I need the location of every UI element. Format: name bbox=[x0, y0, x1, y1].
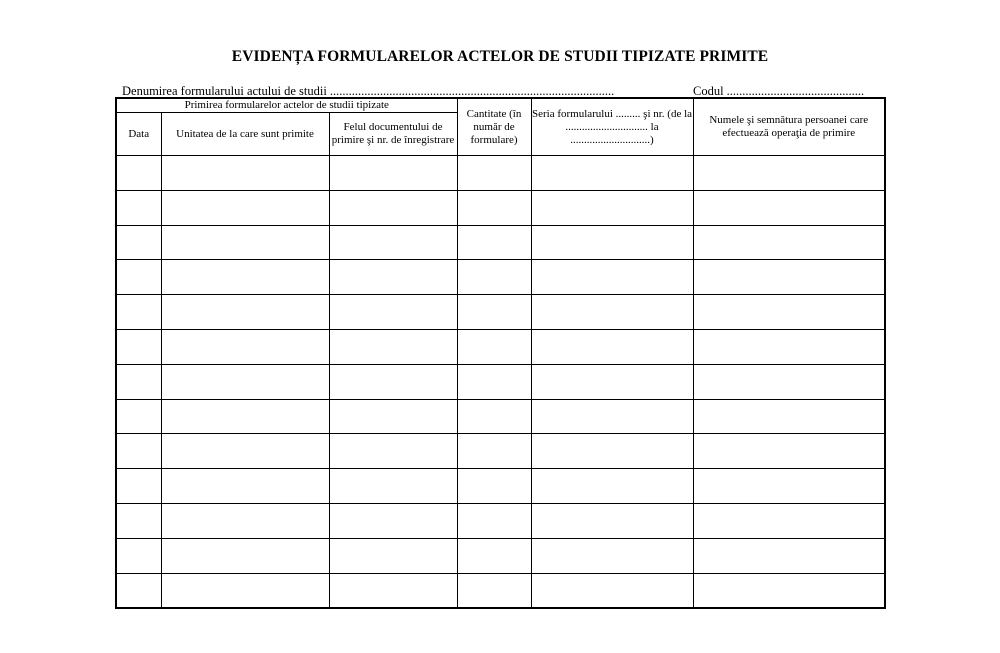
cell-series bbox=[531, 260, 693, 295]
group-header: Primirea formularelor actelor de studii tipizate bbox=[116, 98, 457, 113]
cell-quantity bbox=[457, 503, 531, 538]
cell-signature bbox=[693, 538, 885, 573]
cell-document bbox=[329, 573, 457, 608]
cell-signature bbox=[693, 364, 885, 399]
cell-quantity bbox=[457, 295, 531, 330]
table-row bbox=[116, 156, 885, 191]
cell-quantity bbox=[457, 225, 531, 260]
cell-unit bbox=[161, 364, 329, 399]
cell-date bbox=[116, 225, 161, 260]
cell-unit bbox=[161, 399, 329, 434]
cell-signature bbox=[693, 329, 885, 364]
cell-signature bbox=[693, 225, 885, 260]
cell-series bbox=[531, 225, 693, 260]
cell-document bbox=[329, 329, 457, 364]
column-header-quantity: Cantitate (în număr de formulare) bbox=[457, 98, 531, 156]
cell-document bbox=[329, 260, 457, 295]
form-name-field: Denumirea formularului actului de studii ........................................................................................... bbox=[122, 84, 615, 98]
cell-signature bbox=[693, 295, 885, 330]
cell-unit bbox=[161, 503, 329, 538]
cell-document bbox=[329, 364, 457, 399]
cell-signature bbox=[693, 156, 885, 191]
cell-date bbox=[116, 573, 161, 608]
cell-series bbox=[531, 538, 693, 573]
table-row bbox=[116, 329, 885, 364]
cell-date bbox=[116, 364, 161, 399]
cell-unit bbox=[161, 156, 329, 191]
cell-quantity bbox=[457, 156, 531, 191]
cell-series bbox=[531, 364, 693, 399]
cell-date bbox=[116, 295, 161, 330]
column-header-series: Seria formularului ......... şi nr. (de la .............................. la .............................) bbox=[531, 98, 693, 156]
cell-unit bbox=[161, 329, 329, 364]
column-header-signature: Numele şi semnătura persoanei care efectuează operaţia de primire bbox=[693, 98, 885, 156]
cell-quantity bbox=[457, 399, 531, 434]
cell-quantity bbox=[457, 329, 531, 364]
cell-date bbox=[116, 538, 161, 573]
page-title: EVIDENȚA FORMULARELOR ACTELOR DE STUDII TIPIZATE PRIMITE bbox=[231, 48, 769, 65]
column-header-document: Felul documentului de primire şi nr. de înregistrare bbox=[329, 113, 457, 156]
cell-document bbox=[329, 434, 457, 469]
table-row bbox=[116, 225, 885, 260]
cell-date bbox=[116, 469, 161, 504]
cell-unit bbox=[161, 260, 329, 295]
receipt-register-table bbox=[115, 97, 886, 609]
cell-quantity bbox=[457, 434, 531, 469]
cell-signature bbox=[693, 399, 885, 434]
cell-document bbox=[329, 156, 457, 191]
cell-document bbox=[329, 295, 457, 330]
table-row bbox=[116, 399, 885, 434]
cell-series bbox=[531, 469, 693, 504]
cell-unit bbox=[161, 573, 329, 608]
cell-series bbox=[531, 190, 693, 225]
cell-date bbox=[116, 156, 161, 191]
cell-series bbox=[531, 434, 693, 469]
cell-signature bbox=[693, 190, 885, 225]
column-header-unit: Unitatea de la care sunt primite bbox=[161, 113, 329, 156]
cell-quantity bbox=[457, 538, 531, 573]
cell-document bbox=[329, 225, 457, 260]
table-row bbox=[116, 364, 885, 399]
cell-date bbox=[116, 190, 161, 225]
table-row bbox=[116, 469, 885, 504]
cell-signature bbox=[693, 260, 885, 295]
cell-unit bbox=[161, 225, 329, 260]
cell-date bbox=[116, 434, 161, 469]
cell-date bbox=[116, 260, 161, 295]
cell-unit bbox=[161, 295, 329, 330]
table-body bbox=[116, 156, 885, 608]
cell-series bbox=[531, 503, 693, 538]
cell-date bbox=[116, 399, 161, 434]
table-row bbox=[116, 434, 885, 469]
cell-document bbox=[329, 503, 457, 538]
cell-signature bbox=[693, 434, 885, 469]
cell-signature bbox=[693, 503, 885, 538]
cell-document bbox=[329, 469, 457, 504]
cell-series bbox=[531, 399, 693, 434]
cell-quantity bbox=[457, 573, 531, 608]
form-code-field: Codul ............................................ bbox=[693, 84, 865, 98]
cell-signature bbox=[693, 573, 885, 608]
cell-signature bbox=[693, 469, 885, 504]
table-row bbox=[116, 295, 885, 330]
cell-unit bbox=[161, 538, 329, 573]
table-row bbox=[116, 190, 885, 225]
table-row bbox=[116, 260, 885, 295]
column-header-date: Data bbox=[116, 113, 161, 156]
cell-series bbox=[531, 295, 693, 330]
cell-quantity bbox=[457, 469, 531, 504]
cell-document bbox=[329, 399, 457, 434]
cell-unit bbox=[161, 469, 329, 504]
table-row bbox=[116, 538, 885, 573]
cell-unit bbox=[161, 190, 329, 225]
cell-quantity bbox=[457, 364, 531, 399]
cell-date bbox=[116, 503, 161, 538]
cell-document bbox=[329, 190, 457, 225]
table-row bbox=[116, 503, 885, 538]
cell-document bbox=[329, 538, 457, 573]
cell-series bbox=[531, 573, 693, 608]
table-row bbox=[116, 573, 885, 608]
cell-quantity bbox=[457, 260, 531, 295]
cell-date bbox=[116, 329, 161, 364]
cell-quantity bbox=[457, 190, 531, 225]
cell-series bbox=[531, 329, 693, 364]
cell-unit bbox=[161, 434, 329, 469]
cell-series bbox=[531, 156, 693, 191]
